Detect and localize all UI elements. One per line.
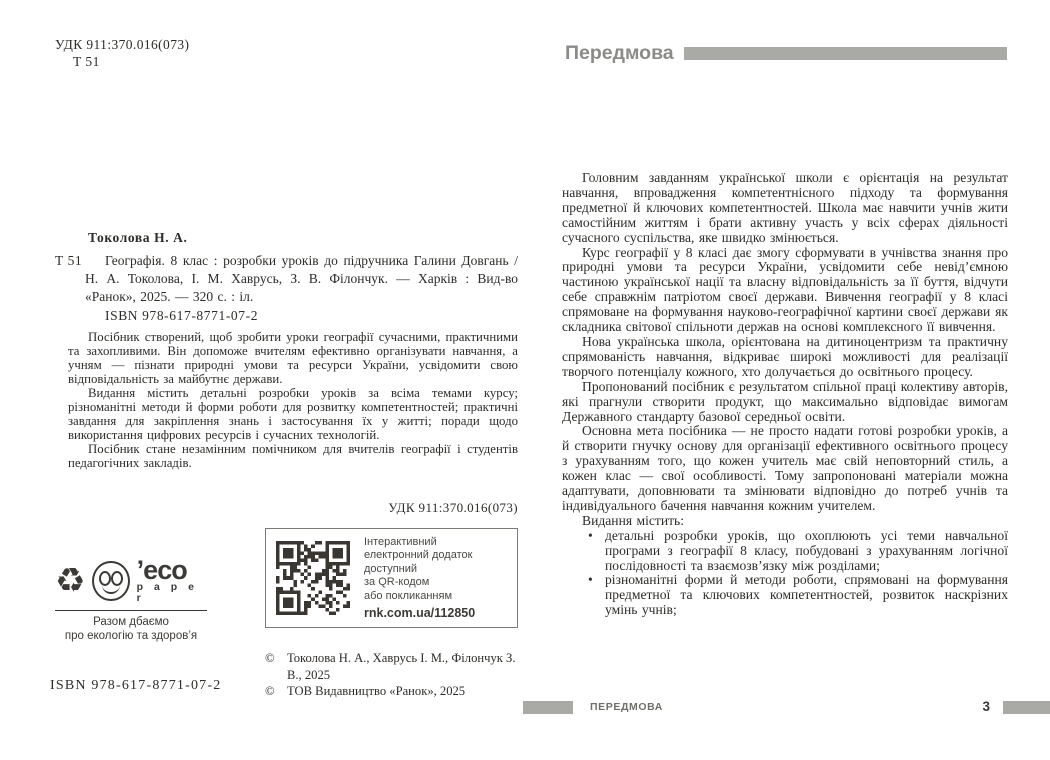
chapter-header [565,42,1007,64]
copyright-symbol: © [265,684,275,698]
smiley-face-icon [92,561,129,601]
copyright-block [265,650,520,700]
qr-caption-line: за QR-кодом [364,576,430,588]
copyright-text: ТОВ Видавництво «Ранок», 2025 [287,684,466,698]
footer-rule-right [1003,701,1050,714]
copyright-line [265,650,520,683]
catalog-card [55,252,518,325]
eco-paper-logo [55,555,207,643]
copyright-line [265,683,520,700]
eco-brand: ’eco [136,555,187,585]
bullet-text: різноманітні форми й методи роботи, спрямовані на формування предметної та ключових компетентностей, розвиток наскрізних умінь учнів; [605,572,1008,618]
udc-bottom: УДК 911:370.016(073) [388,500,518,515]
footer-chapter-label: ПЕРЕДМОВА [590,701,663,713]
supplement-url: rnk.com.ua/112850 [364,606,476,620]
copyright-symbol: © [265,651,275,665]
eco-brand-sub: p a p e r [136,581,198,604]
body-paragraph: Видання містить: [582,512,685,528]
qr-caption-line: електронний додаток [364,549,473,561]
annotation-block [68,330,518,470]
eco-divider [55,610,207,611]
copyright-text: Токолова Н. А., Хаврусь І. М., Філончук З. В., 2025 [287,651,516,682]
qr-caption-line: Інтерактивний [364,535,437,548]
header-rule-bar [684,47,1007,60]
bullet-marker: • [588,572,593,588]
annotation-paragraph: Посібник стане незамінним помічником для вчителів географії і студентів педагогічних закладів. [68,442,518,470]
bullet-item [588,529,1008,574]
interactive-supplement-box [265,528,518,628]
contents-bullet-list [562,529,1008,618]
qr-caption-line: або покликанням [364,589,453,602]
isbn-number: ISBN 978-617-8771-07-2 [50,678,222,693]
eco-tagline-line2: про екологію та здоров’я [64,630,198,642]
qr-caption-line: доступний [364,562,418,575]
body-paragraph: Пропонований посібник є результатом спільної праці колективу авторів, які прагнули створити продукт, що максимально відповідає вимогам Державного стандарту базової середньої освіти. [562,378,1008,424]
bullet-marker: • [588,527,593,543]
udc-classification-block [55,36,189,70]
qr-code-icon [276,541,350,615]
body-paragraph: Головним завданням української школи є орієнтація на результат навчання, впровадження компетентнісного підходу та формування предметної й ключових компетентностей. Школа має навчити учнів жити самостійним життям і брати активну участь у всіх сферах діяльності сучасного суспільства, яке швидко змінюється. [562,170,1008,245]
page-number: 3 [982,699,990,714]
annotation-paragraph: Посібник створений, щоб зробити уроки географії сучасними, практичними та захопливими. Він допоможе вчителям ефективно організувати навчання, а учням — пізнати природні умови та ресурси України, усвідомити свою відповідальність за майбутнє держави. [68,330,518,386]
bullet-text: детальні розробки уроків, що охоплюють усі теми навчальної програми з географії 8 класу, побудовані з урахуванням логічної послідовності та взаємозв’язку між розділами; [605,527,1008,573]
annotation-paragraph: Видання містить детальні розробки уроків за всіма темами курсу; різноманітні методи й форми роботи для розвитку компетентностей; практичні завдання для закріплення знань і застосування їх у житті; поради щодо використання цифрових ресурсів і сучасних технологій. [68,386,518,442]
body-paragraph: Курс географії у 8 класі дає змогу сформувати в учнівства знання про природні умови та ресурси України, усвідомити себе невід’ємною частиною української нації та власну відповідальність за її буття, відчути себе справжнім патріотом своєї держави. Вивчення географії у 8 класі спрямоване на формування науково-географічної картини своєї держави як складника світової спільноти держав на основі комплексного її вивчення. [562,244,1008,335]
author-sign-code: Т 51 [73,54,100,69]
author-name: Токолова Н. А. [88,230,188,245]
eco-tagline-line1: Разом дбаємо [93,616,169,628]
catalog-entry: Географія. 8 клас : розробки уроків до підручника Галини Довгань / Н. А. Токолова, І. М. Хаврусь, З. В. Філончук. — Харків : Вид-во «Ранок», 2025. — 320 с. : іл. [85,253,518,304]
catalog-isbn: ISBN 978-617-8771-07-2 [105,308,259,323]
footer-rule-left [523,701,573,714]
preface-body [562,171,1008,618]
bullet-item [588,573,1008,618]
udc-number: УДК 911:370.016(073) [55,37,190,52]
body-paragraph: Нова українська школа, орієнтована на дитиноцентризм та практичну спрямованість навчання, відкриває широкі можливості для реалізації творчого потенціалу кожного, хто долучається до освітнього процесу. [562,333,1008,379]
body-paragraph: Основна мета посібника — не просто надати готові розробки уроків, а й створити гнучку основу для організації ефективного освітнього процесу з урахуванням того, що кожен учитель має свій неповторний стиль, а кожен клас — свої особливості. Тому запропоновані матеріали можна адаптувати, доповнювати та змінювати відповідно до потреб учнів та індивідуального бачення навчання кожним учителем. [562,423,1008,513]
catalog-label: Т 51 [55,253,83,268]
chapter-title: Передмова [565,42,674,64]
recycle-icon: ♻ [55,561,86,601]
